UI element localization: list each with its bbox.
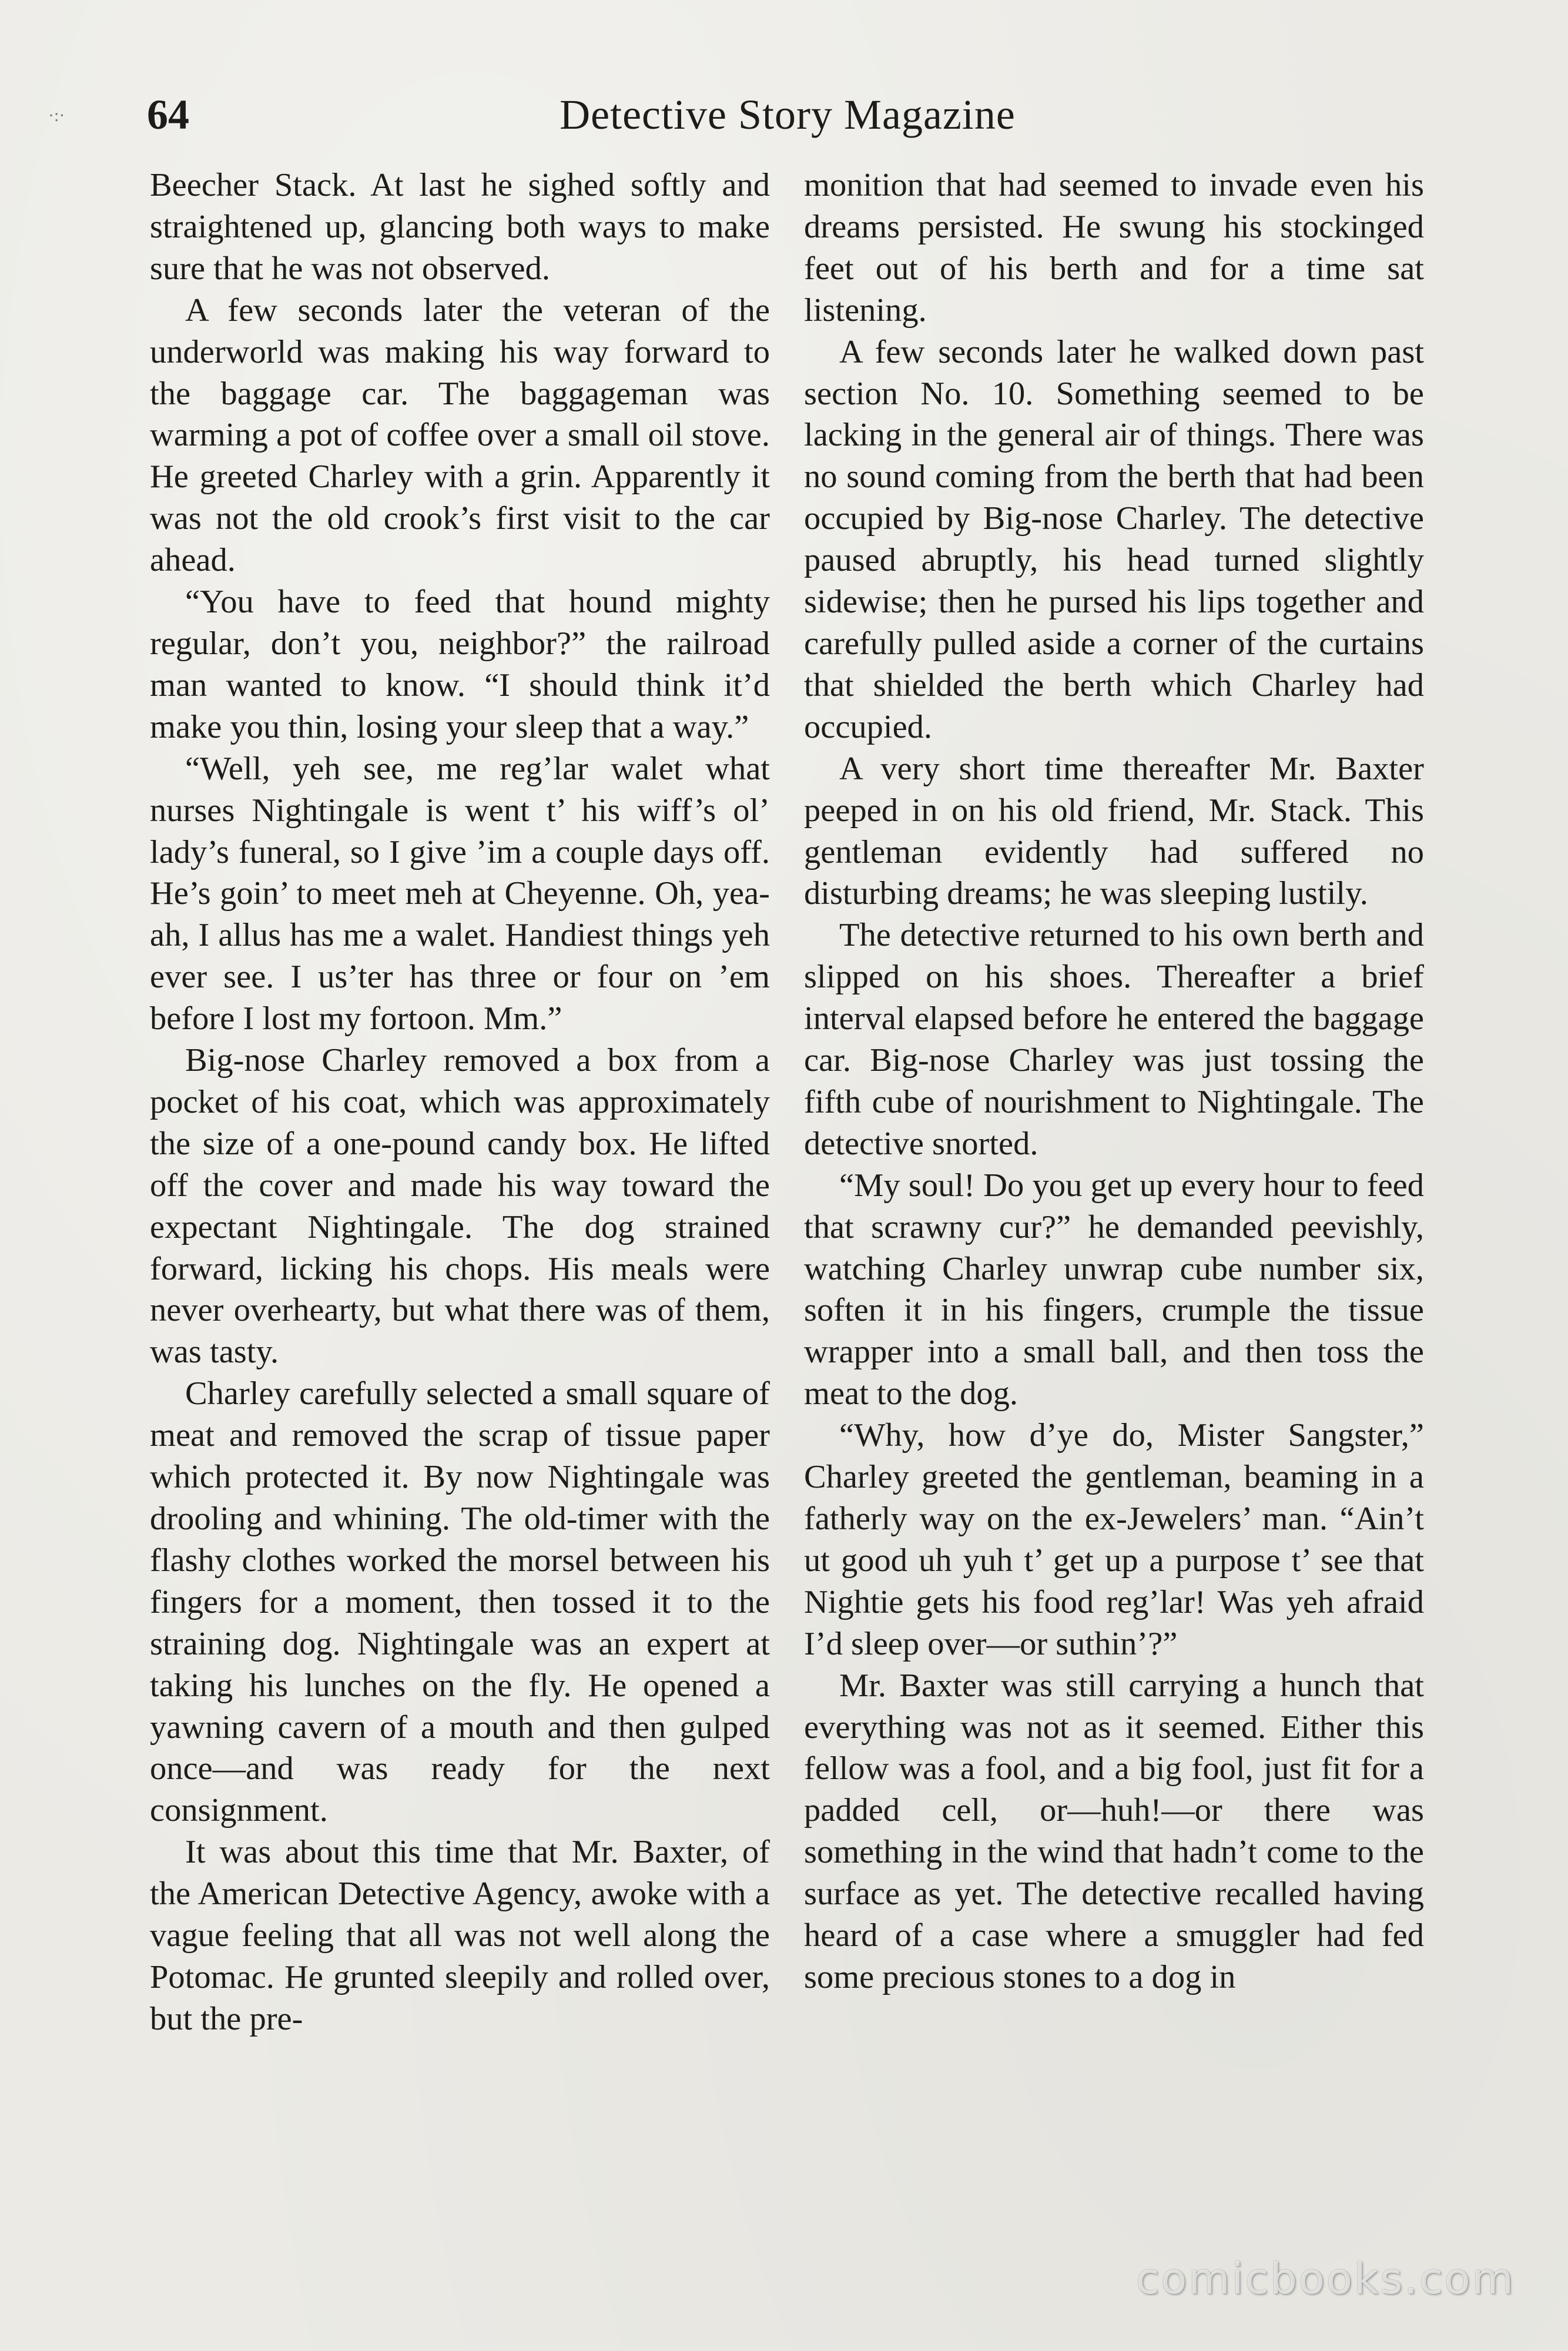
paragraph: A very short time thereafter Mr. Baxter peeped in on his old friend, Mr. Stack. This gentleman evidently had suffered no disturbing dreams; he was sleeping lustily. — [804, 750, 1424, 912]
paragraph: “Well, yeh see, me reg’lar walet what nurses Nightingale is went t’ his wiff’s ol’ lady’s funeral, so I give ’im a couple days off. He’s goin’ to meet meh at Cheyenne. Oh, yea-ah, I allus has me a walet. Handiest things yeh ever see. I us’ter has three or four on ’em before I lost my fortoon. Mm.” — [150, 750, 770, 1037]
paragraph: Beecher Stack. At last he sighed softly and straightened up, glancing both ways to make sure that he was not observed. — [150, 167, 770, 287]
paragraph: “Why, how d’ye do, Mister Sangster,” Charley greeted the gentleman, beaming in a fatherly way on the ex-Jewelers’ man. “Ain’t ut good uh yuh t’ get up a purpose t’ see that Nightie gets his food reg’lar! Was yeh afraid I’d sleep over—or suthin’?” — [804, 1417, 1424, 1662]
paragraph: monition that had seemed to invade even his dreams persisted. He swung his stockinged feet out of his berth and for a time sat listening. — [804, 167, 1424, 329]
left-column — [150, 165, 770, 2040]
paragraph: Big-nose Charley removed a box from a pocket of his coat, which was approximately the size of a one-pound candy box. He lifted off the cover and made his way toward the expectant Nightingale. The dog strained forward, licking his chops. His meals were never overhearty, but what there was of them, was tasty. — [150, 1042, 770, 1371]
page-header — [147, 82, 1428, 147]
right-column — [804, 165, 1424, 1998]
paragraph: It was about this time that Mr. Baxter, of the American Detective Agency, awoke with a vague feeling that all was not well along the Potomac. He grunted sleepily and rolled over, but the pre- — [150, 1834, 770, 2037]
paragraph: Charley carefully selected a small square of meat and removed the scrap of tissue paper which protected it. By now Nightingale was drooling and whining. The old-timer with the flashy clothes worked the morsel between his fingers for a moment, then tossed it to the straining dog. Nightingale was an expert at taking his lunches on the fly. He opened a yawning cavern of a mouth and then gulped once—and was ready for the next consignment. — [150, 1375, 770, 1829]
paragraph: A few seconds later he walked down past section No. 10. Something seemed to be lacking in the general air of things. There was no sound coming from the berth that had been occupied by Big-nose Charley. The detective paused abruptly, his head turned slightly sidewise; then he pursed his lips together and carefully pulled aside a corner of the curtains that shielded the berth which Charley had occupied. — [804, 333, 1424, 745]
paragraph: The detective returned to his own berth and slipped on his shoes. Thereafter a brief interval elapsed before he entered the baggage car. Big-nose Charley was just tossing the fifth cube of nourishment to Nightingale. The detective snorted. — [804, 917, 1424, 1162]
paragraph: A few seconds later the veteran of the underworld was making his way forward to the baggage car. The baggageman was warming a pot of coffee over a small oil stove. He greeted Charley with a grin. Apparently it was not the old crook’s first visit to the car ahead. — [150, 292, 770, 579]
paragraph: “You have to feed that hound mighty regular, don’t you, neighbor?” the railroad man wanted to know. “I should think it’d make you thin, losing your sleep that a way.” — [150, 584, 770, 745]
margin-mark: ·:· — [48, 106, 65, 125]
paragraph: “My soul! Do you get up every hour to feed that scrawny cur?” he demanded peevishly, watching Charley unwrap cube number six, soften it in his fingers, crumple the tissue wrapper into a small ball, and then toss the meat to the dog. — [804, 1167, 1424, 1412]
paragraph: Mr. Baxter was still carrying a hunch that everything was not as it seemed. Either this fellow was a fool, and a big fool, just fit for a padded cell, or—huh!—or there was something in the wind that hadn’t come to the surface as yet. The detective recalled having heard of a case where a smuggler had fed some precious stones to a dog in — [804, 1667, 1424, 1995]
page-number: 64 — [147, 91, 189, 138]
watermark: comicbooks.com — [1135, 2254, 1515, 2303]
magazine-title: Detective Story Magazine — [559, 91, 1016, 138]
